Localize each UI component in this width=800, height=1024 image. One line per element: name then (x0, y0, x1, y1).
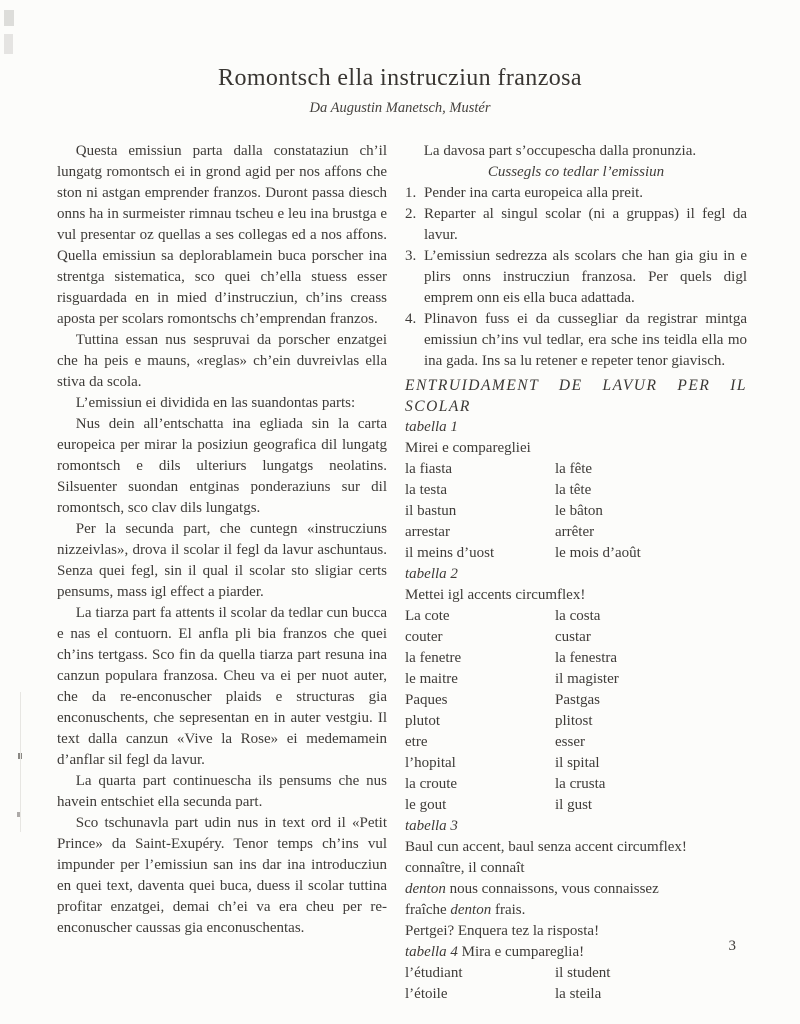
tabella-2 (405, 564, 747, 816)
advice-item-text: L’emissiun sedrezza als scolars che han gia giu in e plirs onns instrucziun franzosa. Per quels digl emprem onn eis ella buca adattada. (424, 248, 747, 306)
advice-item (405, 309, 747, 372)
vocab-row (405, 606, 747, 627)
vocab-row (405, 753, 747, 774)
term-left: il meins d’uost (405, 545, 495, 561)
term-right: Pastgas (555, 692, 600, 708)
term-left: La cote (405, 608, 450, 624)
paragraph: Per la secunda part, che cuntegn «instrucziuns nizzeivlas», drova il scolar il fegl da lavur aschuntaus. Senza quei fegl, sin il qual il scolar sto sligiar certs pensums, mass igl effect a piarder. (57, 521, 387, 600)
vocab-row (405, 501, 747, 522)
advice-list (405, 183, 747, 372)
paragraph: Tuttina essan nus sespruvai da porscher enzatgei che ha peis e mauns, «reglas» ch’ein duvreivlas ella stiva da scola. (57, 332, 387, 390)
term-right: custar (555, 629, 591, 645)
example-line (405, 900, 747, 921)
term-left: l’étoile (405, 986, 448, 1002)
vocab-row (405, 627, 747, 648)
term-left: etre (405, 734, 428, 750)
tabella-2-label: tabella 2 (405, 566, 458, 582)
term-left: l’étudiant (405, 965, 463, 981)
example-line: connaître, il connaît (405, 860, 525, 876)
advice-item-text: Reparter al singul scolar (ni a gruppas) il fegl da lavur. (424, 206, 747, 243)
term-left: couter (405, 629, 443, 645)
vocab-row (405, 543, 747, 564)
scan-artifact (4, 10, 14, 26)
paper-fold-line (20, 692, 21, 832)
term-left: le maitre (405, 671, 458, 687)
term-right: la tête (555, 482, 592, 498)
vocab-row (405, 984, 747, 1005)
term-right: le bâton (555, 503, 603, 519)
scan-artifact (4, 34, 13, 54)
advice-item-text: Plinavon fuss ei da cussegliar da registrar mintga emissiun ch’ins vul tedlar, era sche ins teidla ella mo ina gada. Ins sa lu retener e repeter tenor giavisch. (424, 311, 747, 369)
paragraph: La quarta part continuescha ils pensums che nus havein entschiet ella secunda part. (57, 773, 387, 810)
vocab-row (405, 480, 747, 501)
advice-item-number: 1. (405, 185, 417, 201)
tabella-1 (405, 417, 747, 564)
term-right: il gust (555, 797, 593, 813)
article-title: Romontsch ella instrucziun franzosa (218, 65, 582, 91)
term-left: le gout (405, 797, 447, 813)
paragraph: La davosa part s’occupescha dalla pronunzia. (423, 143, 697, 159)
term-left: l’hopital (405, 755, 456, 771)
vocab-row (405, 732, 747, 753)
tabella-3-instruction: Baul cun accent, baul senza accent circumflex! (405, 839, 687, 855)
article-byline: Da Augustin Manetsch, Mustér (309, 100, 491, 116)
term-left: il bastun (405, 503, 457, 519)
advice-item (405, 204, 747, 246)
example-text: nous connaissons, vous connaissez (445, 881, 659, 897)
vocab-row (405, 963, 747, 984)
paragraph: Sco tschunavla part udin nus in text ord il «Petit Prince» da Saint-Exupéry. Tenor temps ch’ins vul impunder per l’emissiun san ins dar ina introducziun en quei text, daventa quei buca, duess il scolar tuttina profitar enzatgei, demai ch’ei va era cheu per re-enconuscher caussas gia enconuschentas. (57, 815, 387, 936)
example-line (405, 879, 747, 900)
tabella-2-instruction: Mettei igl accents circumflex! (405, 587, 586, 603)
left-column (57, 141, 387, 1005)
advice-item-number: 2. (405, 206, 417, 222)
term-left: la fiasta (405, 461, 453, 477)
vocab-row (405, 795, 747, 816)
term-right: il student (555, 965, 611, 981)
example-word-italic: denton (450, 902, 492, 918)
term-right: il spital (555, 755, 600, 771)
vocab-row (405, 690, 747, 711)
tabella-4-header (405, 942, 747, 963)
advice-item (405, 183, 747, 204)
term-right: il magister (555, 671, 619, 687)
advice-item-number: 3. (405, 248, 417, 264)
vocab-row (405, 711, 747, 732)
term-left: la testa (405, 482, 448, 498)
paragraph: Nus dein all’entschatta ina egliada sin la carta europeica per mirar la posiziun geografica dil lungatg romontsch e dils ulteriurs lungatgs neolatins. Silsuenter suondan entginas ponderaziuns sur dil romontsch, sco clav dils lungatgs. (57, 416, 387, 516)
vocab-row (405, 522, 747, 543)
page-number: 3 (728, 938, 736, 954)
tabella-4-label: tabella 4 (405, 944, 458, 960)
paragraph: Questa emissiun parta dalla constataziun ch’il lungatg romontsch ei in grond agid per nos affons che ston ni astgan emprender franzos. Duront passa diesch onns ha in surmeister rimnau tscheu e leu ina brustga e vul presentar oz quellas a ses collegas ed a nos affons. Quella emissiun sa deplorablamein buca porscher ina strentga sistematica, sco quei ch’ella stuess esser risguardada en in mied d’instrucziun, ch’ins creass aposta per scolars romontschs ch’emprendan franzos. (57, 143, 387, 327)
paragraph: La tiarza part fa attents il scolar da tedlar cun bucca e nas el contuorn. El anfla pli bia franzos che quei ch’ins tertgass. Sco fin da quella tiarza part resuna ina canzun populara franzosa. Cheu va ei per nuot auter, che da re-enconuscher plaids e structuras gia enconuschents, che sepresentan en in auter vestgiu. Il text dalla canzun «Vive la Rose» ei medemamein d’anflar sil fegl da lavur. (57, 605, 387, 768)
term-left: Paques (405, 692, 448, 708)
term-right: esser (555, 734, 585, 750)
tabella-4 (405, 942, 747, 1005)
advice-item-text: Pender ina carta europeica alla preit. (424, 185, 644, 201)
vocab-row (405, 774, 747, 795)
term-right: arrêter (555, 524, 595, 540)
article-header (0, 64, 800, 119)
tabella-1-label: tabella 1 (405, 419, 458, 435)
example-line: Pertgei? Enquera tez la risposta! (405, 923, 600, 939)
term-right: la fête (555, 461, 593, 477)
term-right: le mois d’août (555, 545, 641, 561)
term-left: la fenetre (405, 650, 462, 666)
term-right: la fenestra (555, 650, 618, 666)
term-right: la steila (555, 986, 602, 1002)
tabella-1-instruction: Mirei e comparegliei (405, 440, 531, 456)
term-right: plitost (555, 713, 593, 729)
vocab-row (405, 669, 747, 690)
paragraph: L’emissiun ei dividida en las suandontas parts: (75, 395, 356, 411)
tabella-4-instruction: Mira e cumpareglia! (457, 944, 585, 960)
advice-item-number: 4. (405, 311, 417, 327)
vocab-row (405, 648, 747, 669)
advice-item (405, 246, 747, 309)
vocab-row (405, 459, 747, 480)
example-word-italic: denton (405, 881, 446, 897)
term-left: la croute (405, 776, 458, 792)
example-text: frais. (491, 902, 526, 918)
right-column (405, 141, 747, 1005)
worksheet-heading: ENTRUIDAMENT DE LAVUR PER IL SCOLAR (405, 377, 747, 415)
tabella-3-label: tabella 3 (405, 818, 458, 834)
term-right: la crusta (555, 776, 606, 792)
example-text: fraîche (405, 902, 451, 918)
term-left: arrestar (405, 524, 450, 540)
tabella-3 (405, 816, 747, 942)
term-right: la costa (555, 608, 601, 624)
term-left: plutot (405, 713, 441, 729)
advice-section-heading: Cussegls co tedlar l’emissiun (487, 164, 665, 180)
two-column-body (57, 141, 747, 1005)
